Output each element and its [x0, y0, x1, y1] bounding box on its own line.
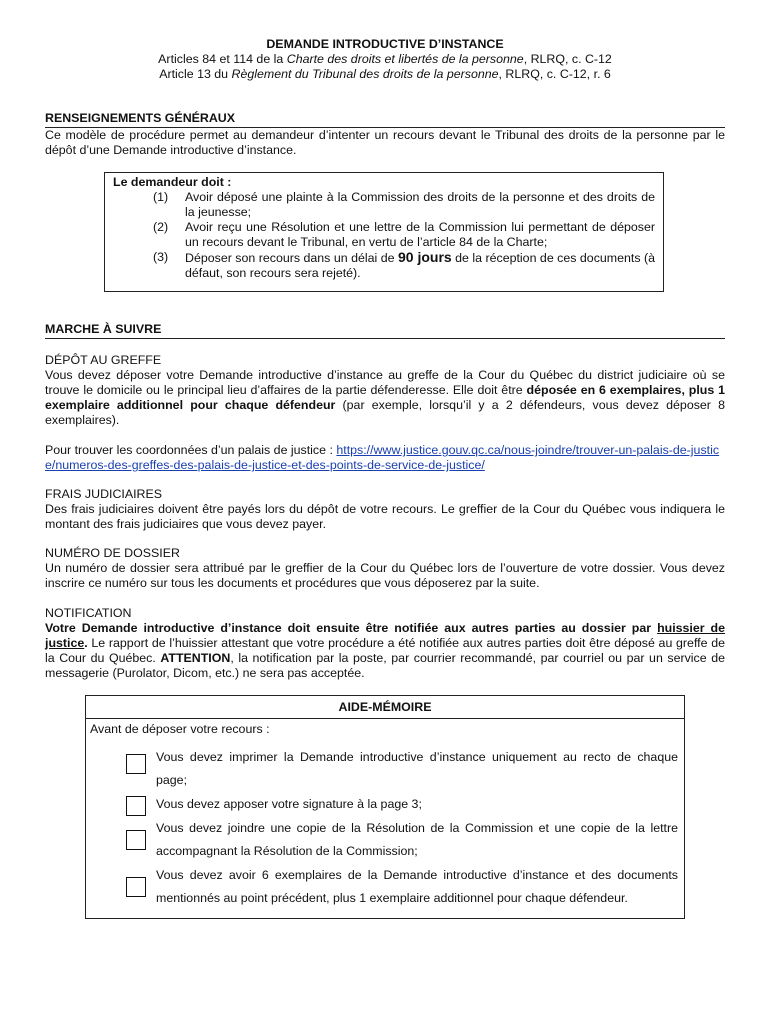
- general-info-text: Ce modèle de procédure permet au demandeur d’intenter un recours devant le Tribunal des droits de la personne par le dépôt d’une Demande introductive d’instance.: [45, 128, 725, 157]
- requirement-item: (1) Avoir déposé une plainte à la Commission des droits de la personne et des droits de la jeunesse;: [153, 190, 655, 219]
- file-number-section: [45, 546, 725, 591]
- procedure-section: [45, 322, 725, 339]
- general-info-section: [45, 111, 725, 158]
- memo-checkbox[interactable]: [126, 830, 146, 850]
- requirements-title: Le demandeur doit :: [113, 175, 232, 189]
- document-title: DEMANDE INTRODUCTIVE D’INSTANCE: [266, 37, 504, 51]
- file-number-heading: NUMÉRO DE DOSSIER: [45, 546, 180, 560]
- requirement-item: (2) Avoir reçu une Résolution et une lettre de la Commission lui permettant de déposer un recours devant le Tribunal, en vertu de l’article 84 de la Charte;: [153, 220, 655, 249]
- notification-text: Votre Demande introductive d’instance doit ensuite être notifiée aux autres parties au dossier par huissier de justice. Le rapport de l’huissier attestant que votre procédure a été notifiée aux autres parties doit être déposé au greffe de la Cour du Québec. ATTENTION, la notification par la poste, par courrier recommandé, par courriel ou par un service de messagerie (Purolator, Dicom, etc.) ne sera pas acceptée.: [45, 621, 726, 680]
- general-info-title: RENSEIGNEMENTS GÉNÉRAUX: [45, 111, 725, 128]
- memo-title: AIDE-MÉMOIRE: [86, 696, 684, 719]
- memo-item-text: Vous devez joindre une copie de la Résolution de la Commission et une copie de la lettre accompagnant la Résolution de la Commission;: [156, 821, 678, 858]
- notification-section: [45, 606, 725, 681]
- deposit-section: [45, 353, 725, 473]
- fees-text: Des frais judiciaires doivent être payés lors du dépôt de votre recours. Le greffier de la Cour du Québec vous indiquera le montant des frais judiciaires que vous devez payer.: [45, 502, 725, 531]
- memo-intro: Avant de déposer votre recours :: [90, 722, 270, 736]
- memo-item-text: Vous devez apposer votre signature à la page 3;: [156, 797, 422, 811]
- fees-section: [45, 487, 725, 532]
- requirements-list: [113, 190, 655, 281]
- deposit-text: Vous devez déposer votre Demande introductive d’instance au greffe de la Cour du Québec du district judiciaire où se trouve le domicile ou le principal lieu d’affaires de la partie défenderesse. Elle doit être déposée en 6 exemplaires, plus 1 exemplaire additionnel pour chaque défendeur (par exemple, lorsqu’il y a 2 défendeurs, vous devez déposer 8 exemplaires).: [45, 368, 725, 427]
- notification-heading: NOTIFICATION: [45, 606, 132, 620]
- courthouse-link-paragraph: Pour trouver les coordonnées d’un palais de justice : https://www.justice.gouv.qc.ca/nous-joindre/trouver-un-palais-de-justice/numeros-des-greffes-des-palais-de-justice-et-des-points-de-service-de-justice/: [45, 443, 720, 472]
- memo-item-text: Vous devez imprimer la Demande introductive d’instance uniquement au recto de chaque page;: [156, 750, 678, 787]
- memo-checkbox[interactable]: [126, 877, 146, 897]
- header-regulation-line: Article 13 du Règlement du Tribunal des droits de la personne, RLRQ, c. C-12, r. 6: [159, 67, 611, 81]
- requirement-item: (3) Déposer son recours dans un délai de 90 jours de la réception de ces documents (à défaut, son recours sera rejeté).: [153, 249, 655, 280]
- memo-box: [85, 695, 685, 919]
- header-articles-line: Articles 84 et 114 de la Charte des droits et libertés de la personne, RLRQ, c. C-12: [158, 52, 612, 66]
- requirements-box: [104, 172, 664, 292]
- memo-checkbox[interactable]: [126, 754, 146, 774]
- fees-heading: FRAIS JUDICIAIRES: [45, 487, 163, 501]
- deposit-heading: DÉPÔT AU GREFFE: [45, 353, 162, 367]
- file-number-text: Un numéro de dossier sera attribué par le greffier de la Cour du Québec lors de l’ouverture de votre dossier. Vous devez inscrire ce numéro sur tous les documents et procédures que vous déposerez par la suite.: [45, 561, 725, 590]
- memo-checkbox[interactable]: [126, 796, 146, 816]
- document-header: [0, 37, 770, 82]
- procedure-title: MARCHE À SUIVRE: [45, 322, 725, 339]
- courthouse-link[interactable]: https://www.justice.gouv.qc.ca/nous-joindre/trouver-un-palais-de-justice/numeros-des-greffes-des-palais-de-justice-et-des-points-de-service-de-justice/: [45, 443, 720, 472]
- memo-item-text: Vous devez avoir 6 exemplaires de la Demande introductive d’instance et des documents mentionnés au point précédent, plus 1 exemplaire additionnel pour chaque défendeur.: [156, 868, 678, 905]
